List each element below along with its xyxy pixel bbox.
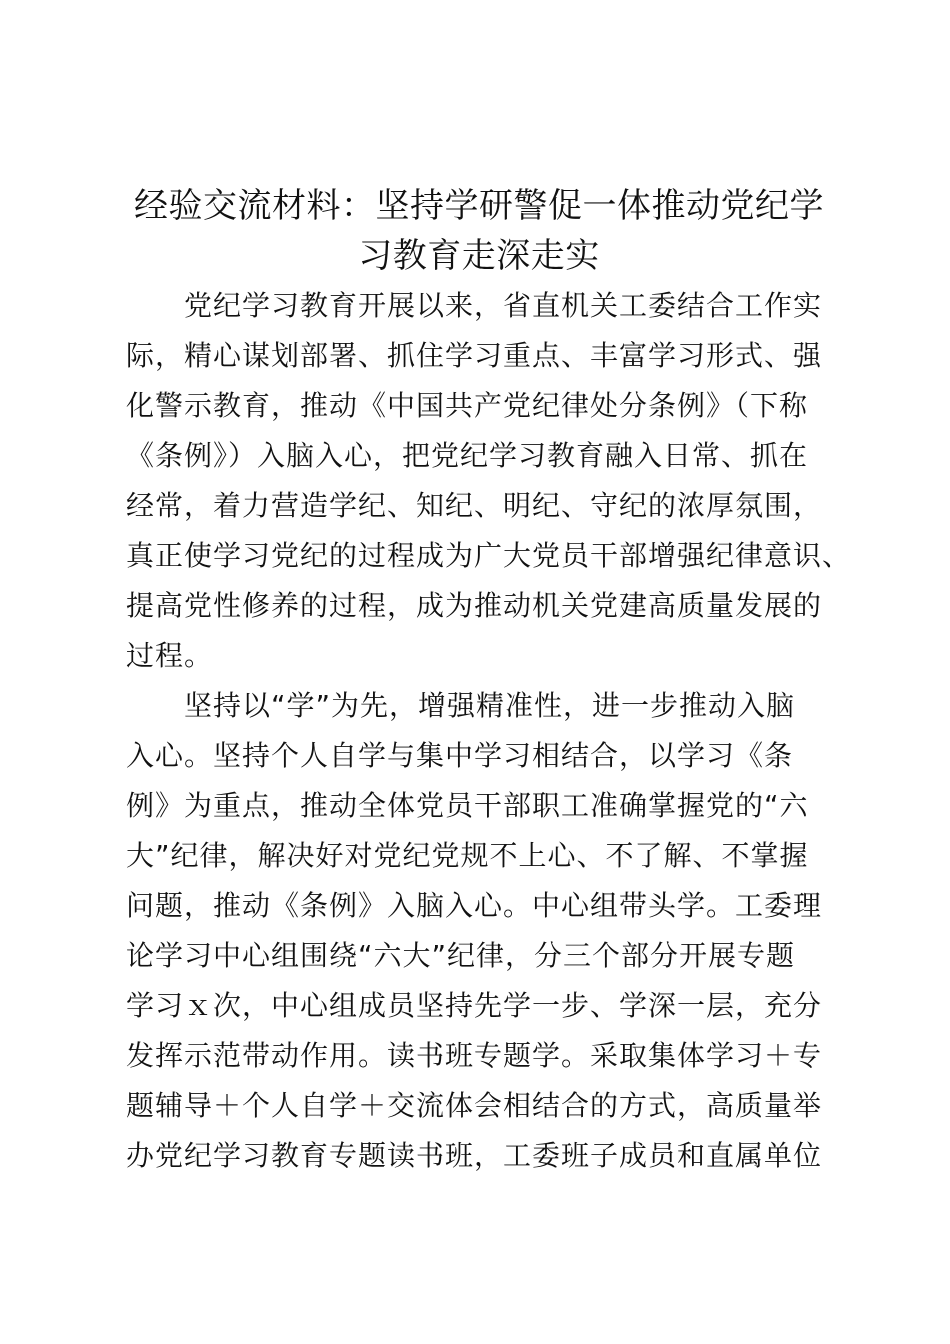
paragraph-line: 办党纪学习教育专题读书班，工委班子成员和直属单位	[126, 1139, 823, 1172]
title-line: 习教育走深走实	[358, 236, 600, 276]
paragraph-line: 过程。	[126, 639, 214, 672]
document-title	[126, 181, 832, 281]
paragraph-line: 题辅导＋个人自学＋交流体会相结合的方式，高质量举	[126, 1089, 823, 1122]
paragraph-line: 例》为重点，推动全体党员干部职工准确掌握党的“六	[126, 789, 809, 822]
body-paragraph-1	[126, 281, 852, 681]
paragraph-line: 发挥示范带动作用。读书班专题学。采取集体学习＋专	[126, 1039, 823, 1072]
title-line: 经验交流材料：坚持学研警促一体推动党纪学	[134, 186, 824, 226]
paragraph-line: 大”纪律，解决好对党纪党规不上心、不了解、不掌握	[126, 839, 809, 872]
paragraph-line: 化警示教育，推动《中国共产党纪律处分条例》（下称	[126, 389, 809, 422]
paragraph-line: 提高党性修养的过程，成为推动机关党建高质量发展的	[126, 589, 823, 622]
paragraph-line: 党纪学习教育开展以来，省直机关工委结合工作实	[126, 289, 823, 322]
paragraph-line: 坚持以“学”为先，增强精准性，进一步推动入脑	[126, 689, 796, 722]
body-paragraph-2	[126, 681, 838, 1181]
paragraph-line: 《条例》）入脑入心，把党纪学习教育融入日常、抓在	[126, 439, 809, 472]
paragraph-line: 问题，推动《条例》入脑入心。中心组带头学。工委理	[126, 889, 823, 922]
paragraph-line: 论学习中心组围绕“六大”纪律，分三个部分开展专题	[126, 939, 796, 972]
paragraph-line: 入心。坚持个人自学与集中学习相结合，以学习《条	[126, 739, 794, 772]
paragraph-line: 真正使学习党纪的过程成为广大党员干部增强纪律意识、	[126, 539, 852, 572]
paragraph-line: 学习ｘ次，中心组成员坚持先学一步、学深一层，充分	[126, 989, 823, 1022]
paragraph-line: 际，精心谋划部署、抓住学习重点、丰富学习形式、强	[126, 339, 823, 372]
paragraph-line: 经常，着力营造学纪、知纪、明纪、守纪的浓厚氛围，	[126, 489, 823, 522]
